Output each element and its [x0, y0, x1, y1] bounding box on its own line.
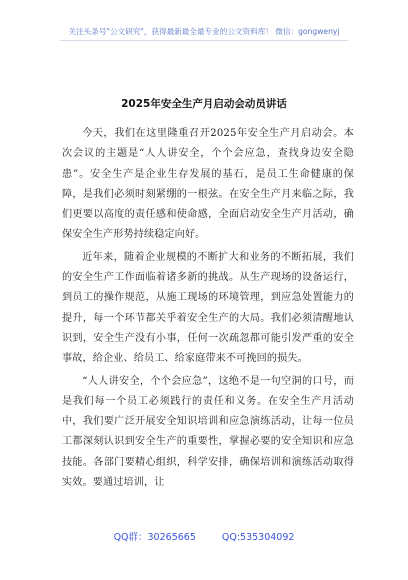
document-title: 2025年安全生产月启动会动员讲话 [121, 98, 287, 110]
qq-group-number: QQ群：30265665 [113, 532, 196, 543]
paragraph-3: “人人讲安全，个个会应急”，这绝不是一句空洞的口号，而是我们每一个员工必须践行的责任和义务。在安全生产月活动中，我们要广泛开展安全知识培训和应急演练活动，让每一位员工都深刻认识到安全生产的重要性，掌握必要的安全知识和应急技能。各部门要精心组织，科学安排，确保培训和演练活动取得实效。要通过培训，让 [62, 375, 354, 489]
promo-banner: 关注头条号"公文研究"，获得最新最全最专业的公文资料库！ 微信：gongwenyj [68, 27, 340, 36]
paragraph-2: 近年来，随着企业规模的不断扩大和业务的不断拓展，我们的安全生产工作面临着诸多新的挑战。从生产现场的设备运行，到员工的操作规范，从施工现场的环境管理，到应急处置能力的提升，每一个环节都关乎着安全生产的大局。我们必须清醒地认识到，安全生产没有小事，任何一次疏忽都可能引发严重的安全事故，给企业、给员工、给家庭带来不可挽回的损失。 [62, 251, 354, 365]
contact-footer [0, 532, 408, 544]
paragraph-1: 今天，我们在这里隆重召开2025年安全生产月启动会。本次会议的主题是“人人讲安全，个个会应急，查找身边安全隐患”。安全生产是企业生存发展的基石，是员工生命健康的保障，是我们必须时刻紧绷的一根弦。在安全生产月来临之际，我们更要以高度的责任感和使命感，全面启动安全生产月活动，确保安全生产形势持续稳定向好。 [62, 128, 354, 241]
banner-divider [60, 40, 348, 41]
qq-number: QQ:535304092 [221, 532, 295, 543]
document-body [62, 124, 354, 495]
